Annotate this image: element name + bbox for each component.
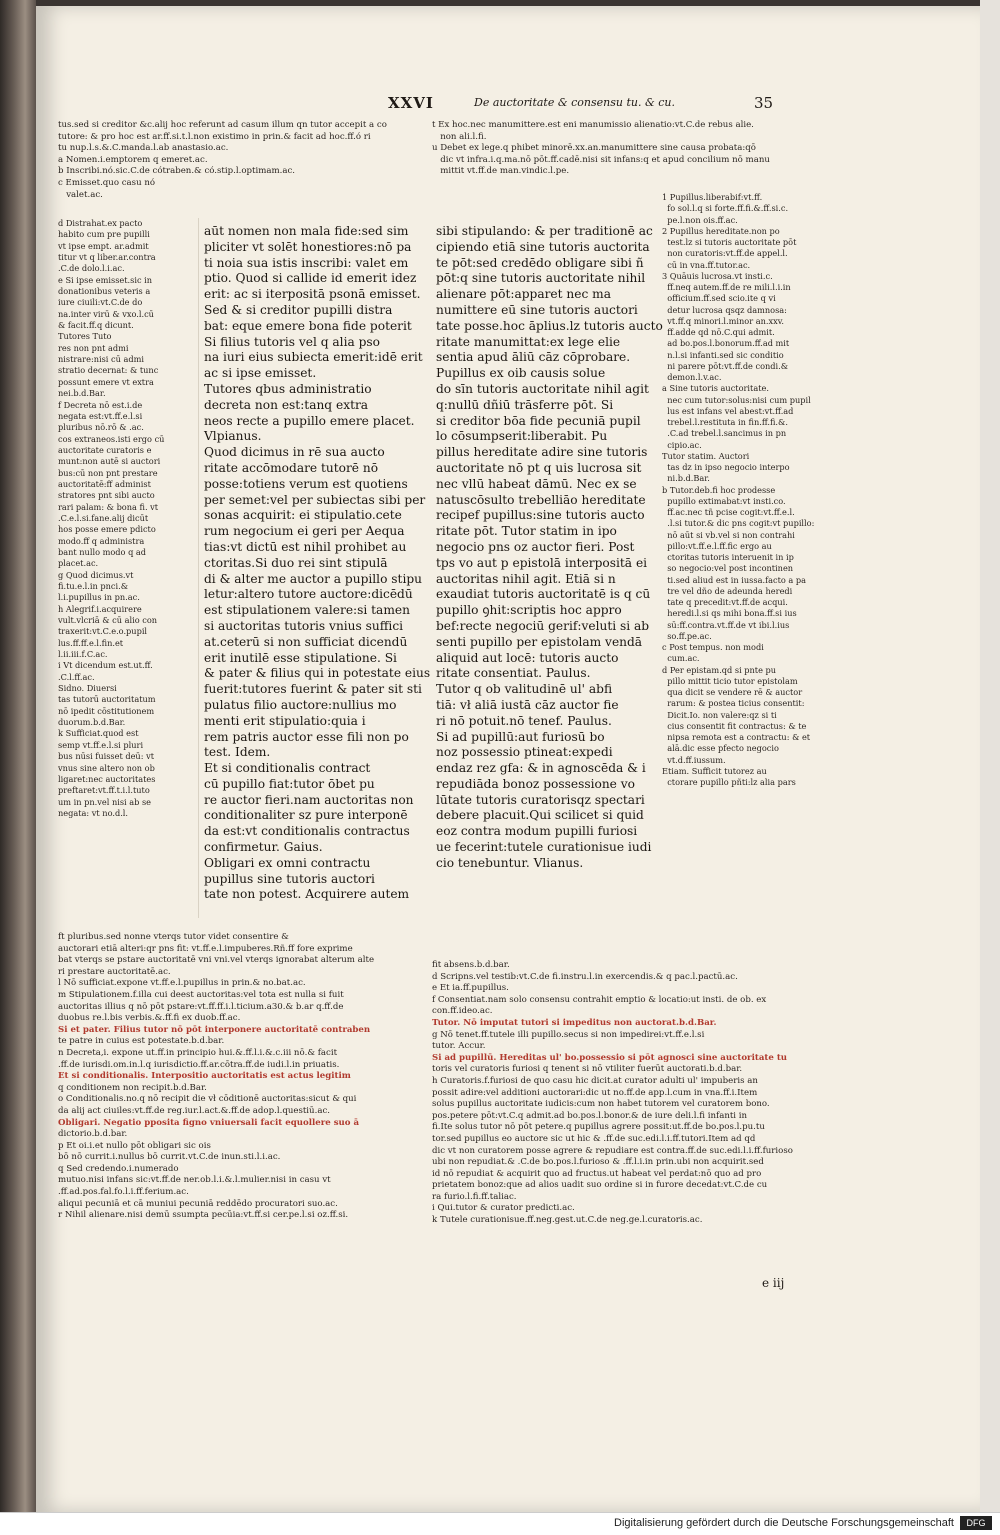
gloss-line: ri prestare auctoritatē.ac.	[58, 966, 171, 977]
gloss-rubric-line: Et si conditionalis. Interpositio auctoritatis est actus legitim	[58, 1071, 351, 1082]
book-page	[36, 6, 980, 1512]
gloss-line: m Stipulationem.f.illa cui deest auctoritas:vel tota est nulla si fuit	[58, 989, 344, 1000]
signature-mark: e iij	[762, 1276, 785, 1290]
gloss-line: f Consentiat.nam solo consensu contrahit emptio & locatio:ut insti. de ob. ex	[432, 994, 767, 1005]
gloss-line: q Sed credendo.i.numerado	[58, 1163, 179, 1174]
gloss-line: q conditionem non recipit.b.d.Bar.	[58, 1082, 207, 1093]
gloss-line: solus pupillus auctoritate iudicis:cum non habet tutorem vel curatorem bono.	[432, 1099, 770, 1110]
gloss-line: te patre in cuius est potestate.b.d.bar.	[58, 1036, 225, 1047]
gloss-line: e Et ia.ff.pupillus.	[432, 983, 509, 994]
folio-roman: XXVI	[388, 94, 434, 112]
gloss-line: fit absens.b.d.bar.	[432, 960, 510, 970]
gloss-line: prietatem bonoz:que ad alios uadit suo ordine si in furore decedat:vt.C.de cu	[432, 1180, 768, 1191]
gloss-line: pos.petere pōt:vt.C.q admit.ad bo.pos.l.bonor.& de iure deli.l.fi infanti in	[432, 1110, 748, 1121]
page-number: 35	[754, 94, 774, 112]
gloss-line: ft pluribus.sed nonne vterqs tutor videt consentire &	[58, 932, 289, 942]
gloss-top-left: tus.sed si creditor &c.alij hoc referunt ad casum illum qn tutor accepit a co tutore: & pro hoc est ar.ff.si.t.l.non existimo in prin.& facit ad hoc.ff.ó ri tu nup.l.s.&.C.manda.l.ab anastasio.ac. a Nomen.i.emptorem q emeret.ac. b Inscribi.nó.sic.C.de cótraben.& có.stip.l.optimam.ac. c Emisset.quo casu nó valet.ac.	[58, 120, 387, 200]
gloss-line: .ff.ad.pos.fal.fo.l.i.ff.ferium.ac.	[58, 1187, 189, 1198]
gloss-line: tutor. Accur.	[432, 1041, 486, 1052]
gloss-line: dic vt non curatorem posse agrere & repudiare est contra.ff.de suc.edi.l.i.ff.furioso	[432, 1145, 793, 1156]
gloss-line: mutuo.nisi infans sic:vt.ff.de ner.ob.l.i.&.l.mulier.nisi in casu vt	[58, 1175, 331, 1186]
main-text-column-2: sibi stipulando: & per traditionē ac cipiendo etiā sine tutoris auctorita te pōt:sed credēdo obligare sibi ñ pōt:q sine tutoris auctoritate nihil alienare pōt:apparet nec ma numittere eū sine tutoris auctori tate posse.hoc āplius.lz tutoris aucto ritate manumittat:ex lege elie sentia apud āliū cāz cōprobare. Pupillus ex oib causis solue do sīn tutoris auctoritate nihil agit q:nullū dñiū trāsferre pōt. Si si creditor bōa fide pecuniā pupil lo cōsumpserit:liberabit. Pu pillus hereditate adire sine tutoris auctoritate nō pt q uis lucrosa sit nec vllū habeat dāmū. Nec ex se natuscōsulto trebelliāo hereditate recipef pupillus:sine tutoris aucto ritate pōt. Tutor statim in ipo negocio pns oz auctor fieri. Post tps vo aut p epistolā interpositā ei auctoritas nihil agit. Etiā si n exaudiat tutoris auctoritatē is q cū pupillo ꝯhit:scriptis hoc appro bef:recte negociū gerif:veluti si ab senti pupillo per epistolam vendā aliquid aut locē: tutoris aucto ritate consentiat. Paulus. Tutor q ob valitudinē ul' abfi tiā: vł aliā iustā cāz auctor fie ri nō potuit.nō tenef. Paulus. Si ad pupillū:aut furiosū bo noz possessio ptineat:expedi endaz rez gfa: & in agnoscēda & i repudiāda bonoz possessione vo lūtate tutoris curatorisqz spectari debere placuit.Qui scilicet si quid eoz contra modum pupilli furiosi ue fecerint:tutele curationisue iudi cio tenebuntur. Vlianus.	[436, 224, 663, 870]
gloss-line: auctorari etiā alteri:qr pns fit: vt.ff.e.l.impuberes.Rñ.ff fore exprime	[58, 943, 353, 954]
gloss-line: bat vterqs se pstare auctoritatē vni vni.vel vterqs ignorabat alterum alte	[58, 955, 375, 966]
gloss-line: ubi non repudiat.& .C.de bo.pos.l.furioso & .ff.l.i.in prin.ubi non acquirit.sed	[432, 1157, 764, 1168]
right-margin-strip	[980, 0, 1000, 1534]
gloss-line: fi.Ite solus tutor nō pōt petere.q pupillus agrere possit:ut.ff.de bo.pos.l.pu.tu	[432, 1122, 765, 1133]
gloss-line: bō nō currit.i.nullus bō currit.vt.C.de inun.sti.l.i.ac.	[58, 1152, 281, 1163]
gloss-line: r Nihil alienare.nisi demū ssumpta pecūia:vt.ff.si cer.pe.l.si oz.ff.si.	[58, 1210, 349, 1221]
gloss-line: p Et oi.i.et nullo pōt obligari sic ois	[58, 1140, 211, 1151]
gloss-bottom-right	[432, 960, 842, 1227]
gloss-line: dictorio.b.d.bar.	[58, 1129, 128, 1140]
gloss-right-column: 1 Pupillus.liberabif:vt.ff. fo sol.l.q si forte.ff.fi.&.ff.si.c. pe.l.non ois.ff.ac. 2 Pupillus hereditate.non po test.lz si tutoris auctoritate pōt non curatoris:vt.ff.de appel.l. cū in vna.ff.tutor.ac. 3 Quāuis lucrosa.vt insti.c. ff.neq autem.ff.de re mili.l.i.in officium.ff.sed scio.ite q vi detur lucrosa qsqz damnosa: vt.ff.q minori.l.minor an.xxv. ff.adde qd nō.C.qui admit. ad bo.pos.l.bonorum.ff.ad mit n.l.si infanti.sed sic conditio ni parere pōt:vt.ff.de condi.& demon.l.v.ac. a Sine tutoris auctoritate. nec cum tutor:solus:nisi cum pupil lus est infans vel abest:vt.ff.ad trebel.l.restituta in fin.ff.fi.&. .C.ad trebel.l.sancimus in pn cipio.ac. Tutor statim. Auctori tas dz in ipso negocio interpo ni.b.d.Bar. b Tutor.deb.fi hoc prodesse pupillo extimabat:vt insti.co. ff.ac.nec tñ pcise cogit:vt.ff.e.l. .l.si tutor.& dic pns cogit:vt pupillo: nō aūt si vb.vel si non contrahi pillo:vt.ff.e.l.ff.fic ergo au ctoritas tutoris interuenit in ip so negocio:vel post incontinen ti.sed aliud est in iussa.facto a pa tre vel dño de adeunda heredi tate q precedit:vt.ff.de acqui. heredi.l.si qs mihi bona.ff.si ius sū:ff.contra.vt.ff.de vt ibi.l.ius so.ff.pe.ac. c Post tempus. non modi cum.ac. d Per epistam.qd si pnte pu pillo mittit ticio tutor epistolam qua dicit se vendere rē & auctor rarum: & postea ticius consentit: Dicit.Io. non valere:qz si ti cius consentit fit contractus: & te nipsa remota est a contractu: & et alā.dic esse pfecto negocio vt.d.ff.iussum. Etiam. Sufficit tutorez au ctorare pupillo pñti:lz alia pars	[662, 192, 815, 787]
gloss-line: l Nō sufficiat.expone vt.ff.e.l.pupillus in prin.& no.bat.ac.	[58, 978, 306, 989]
gloss-line: n Decreta,i. expone ut.ff.in principio hui.&.ff.l.i.&.c.iii nō.& facit	[58, 1047, 338, 1058]
gloss-rubric-line: Tutor. Nō imputat tutori si impeditus non auctorat.b.d.Bar.	[432, 1017, 717, 1028]
gloss-line: con.ff.ideo.ac.	[432, 1006, 493, 1017]
footer-credit: Digitalisierung gefördert durch die Deutsche Forschungsgemeinschaft	[614, 1517, 954, 1529]
running-title: De auctoritate & consensu tu. & cu.	[474, 96, 676, 109]
gloss-line: auctoritas illius q nō pōt pstare:vt.ff.ff.i.l.ticium.a30.& b.ar q.ff.de	[58, 1001, 344, 1012]
gloss-rubric-line: Si ad pupillū. Hereditas ul' bo.possessio si pōt agnosci sine auctoritate tu	[432, 1052, 788, 1063]
gloss-bottom-left	[58, 932, 418, 1222]
gloss-line: ra furio.l.fi.ff.taliac.	[432, 1191, 517, 1202]
book-spine-edge	[0, 0, 36, 1520]
gloss-line: i Qui.tutor & curator predicti.ac.	[432, 1203, 575, 1214]
gloss-top-right: t Ex hoc.nec manumittere.est eni manumissio alienatio:vt.C.de rebus alie. non ali.l.fi. u Debet ex lege.q phibet minorē.xx.an.manumittere sine causa probata:qō dic vt infra.i.q.ma.nō pōt.ff.cadē.nisi sit infans:q et apud concilium nō manu mittit vt.ff.de man.vindic.l.pe.	[432, 120, 770, 177]
gloss-line: .ff.de iurisdi.om.in.l.q iurisdictio.ff.ar.cōtra.ff.de iudi.l.in priuatis.	[58, 1059, 340, 1070]
gloss-line: g Nō tenet.ff.tutele illi pupillo.secus si non impedirei:vt.ff.e.l.si	[432, 1029, 705, 1040]
gloss-line: toris vel curatoris furiosi q tenent si nō vtiliter fuerūt auctorati.b.d.bar.	[432, 1064, 743, 1075]
gloss-line: d Scripns.vel testib:vt.C.de fi.instru.l.in exercendis.& q pac.l.pactū.ac.	[432, 971, 738, 982]
main-text-column-1: aūt nomen non mala fide:sed sim pliciter vt solēt honestiores:nō pa ti noia sua istis inscribi: valet em ptio. Quod si callide id emerit idez erit: ac si iterpositā psonā emisset. Sed & si creditor pupilli distra bat: eque emere bona fide poterit Si filius tutoris vel q alia pso na iuri eius subiecta emerit:idē erit ac si ipse emisset. Tutores qbus administratio decreta non est:tanq extra neos recte a pupillo emere placet. Vlpianus. Quod dicimus in rē sua aucto ritate accōmodare tutorē nō posse:totiens verum est quotiens per semet:vel per subiectas sibi per sonas acquirit: ei stipulatio.cete rum negocium ei geri per Aequa tias:vt dictū est nihil prohibet au ctoritas.Si duo rei sint stipulā di & alter me auctor a pupillo stipu letur:altero tutore auctore:dicēdū est stipulationem valere:si tamen si auctoritas tutoris vnius suffici at.ceterū si non sufficiat dicendū erit inutilē esse stipulatione. Si & pater & filius qui in potestate eius fuerit:tutores fuerint & pater sit sti pulatus filio auctore:nullius mo menti erit stipulatio:quia i rem patris auctor esse fili non po test. Idem. Et si conditionalis contract cū pupillo fiat:tutor ōbet pu re auctor fieri.nam auctoritas non conditionaliter sz pure interponē da est:vt conditionalis contractus confirmetur. Gaius. Obligari ex omni contractu pupillus sine tutoris auctori tate non potest. Acquirere autem	[204, 224, 431, 902]
gloss-line: possit adire:vel additioni auctorari:dic ut no.ff.de app.l.cum in vna.ff.i.Item	[432, 1087, 758, 1098]
gloss-line: da alij act ciuiles:vt.ff.de reg.iur.l.act.&.ff.de adop.l.questiū.ac.	[58, 1105, 330, 1116]
dfg-logo: DFG	[960, 1516, 992, 1530]
gloss-rubric-line: Si et pater. Filius tutor nō pōt interponere auctoritatē contraben	[58, 1024, 371, 1035]
gloss-line: h Curatoris.f.furiosi de quo casu hic dicit.at curator adulti ul' impuberis an	[432, 1075, 758, 1086]
gloss-left-column: d Distrahat.ex pacto habito cum pre pupilli vt ipse empt. ar.admit titur vt q liber.ar.contra .C.de dolo.l.i.ac. e Si ipse emisset.sic in donationibus veteris a iure ciuili:vt.C.de do na.inter virū & vxo.l.cū & facit.ff.q dicunt. Tutores Tuto res non pnt admi nistrare:nisi cū admi stratio decernat: & tunc possunt emere vt extra nei.b.d.Bar. f Decreta nō est.i.de negata est:vt.ff.e.l.si pluribus nō.rō & .ac. cos extraneos.isti ergo cū auctoritate curatoris e munt:non autē si auctori bus:cū non pnt prestare auctoritatē:ff administ stratores pnt sibi aucto rari palam: & bona fi. vt .C.e.l.si.fane.alij dicūt hos posse emere pdicto modo.ff q administra bant nullo modo q ad placet.ac. g Quod dicimus.vt fi.tu.e.l.in pnci.& l.i.pupillus in pn.ac. h Alegrif.i.acquirere vult.vlcriā & cū alio con traxerit:vt.C.e.o.pupil lus.ff.ff.e.l.fin.et l.ii.iii.f.C.ac. i Vt dicendum est.ut.ff. .C.l.ff.ac. Sidno. Diuersi tas tutorū auctoritatum nō ipedit cōstitutionem duorum.b.d.Bar. k Sufficiat.quod est semp vt.ff.e.l.si pluri bus nūsi fuisset deū: vt vnus sine altero non ob ligaret:nec auctoritates preftaret:vt.ff.t.i.l.tuto um in pn.vel nisi ab se negata: vt no.d.l.	[58, 218, 165, 818]
gloss-line: id nō repudiat & acquirit quo ad fructus.ut habeat vel perdat:nō quo ad pro	[432, 1168, 762, 1179]
gloss-rubric-line: Obligari. Negatio pposita figno vniuersali facit equollere suo ā	[58, 1117, 360, 1128]
page-header	[36, 94, 980, 116]
footer-bar	[0, 1512, 1000, 1535]
gloss-line: aliqui pecuniā et cā muniui pecuniā reddēdo procuratori suo.ac.	[58, 1198, 338, 1209]
gloss-line: tor.sed pupillus eo auctore sic ut hic & .ff.de suc.edi.l.i.ff.tutori.Item ad qd	[432, 1133, 756, 1144]
gloss-line: duobus re.l.bis verbis.&.ff.fi ex duob.ff.ac.	[58, 1013, 241, 1024]
gloss-line: k Tutele curationisue.ff.neg.gest.ut.C.de neg.ge.l.curatoris.ac.	[432, 1215, 703, 1226]
column-rule	[198, 218, 199, 918]
gloss-line: o Conditionalis.no.q nō recipit die vł cōditionē auctoritas:sicut & qui	[58, 1094, 357, 1105]
